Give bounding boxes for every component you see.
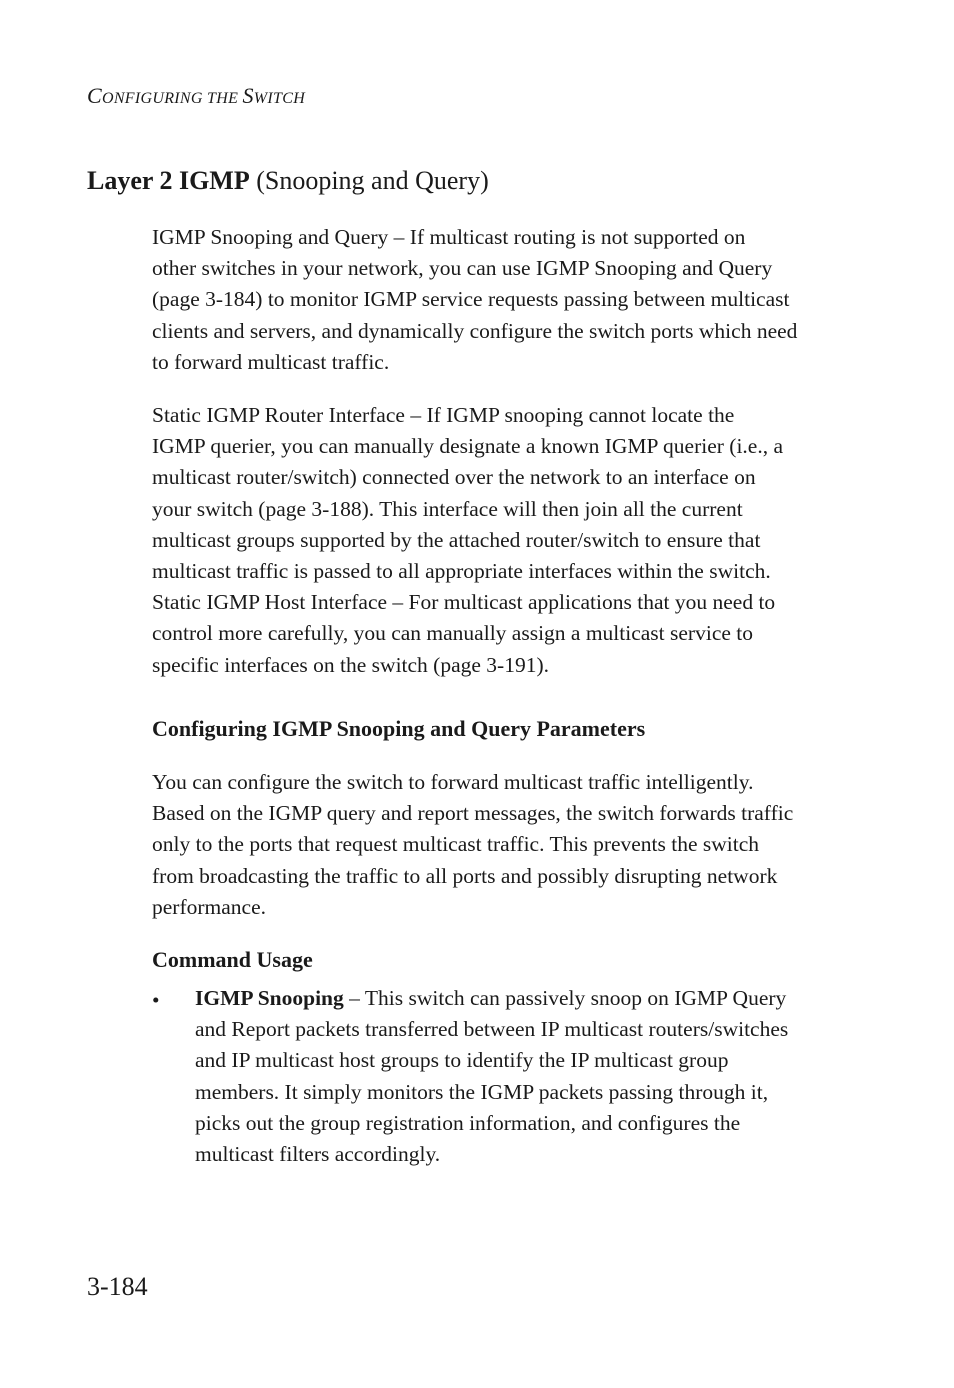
running-head-rest-2: WITCH <box>253 90 306 107</box>
page-number: 3-184 <box>87 1272 148 1301</box>
bullet-line: and IP multicast host groups to identify the IP multicast group <box>195 1048 729 1073</box>
paragraph-line: multicast router/switch) connected over the network to an interface on <box>152 465 756 490</box>
paragraph-line: your switch (page 3-188). This interface will then join all the current <box>152 496 743 521</box>
paragraph-line: from broadcasting the traffic to all ports and possibly disrupting network <box>152 863 778 888</box>
bullet-igmp-snooping <box>195 983 855 1170</box>
bullet-line: picks out the group registration information, and configures the <box>195 1110 741 1135</box>
subheading-command-usage: Command Usage <box>152 947 313 972</box>
running-head <box>87 83 305 109</box>
paragraph-line: You can configure the switch to forward multicast traffic intelligently. <box>152 770 754 794</box>
bullet-line: multicast filters accordingly. <box>195 1142 441 1167</box>
section-title <box>87 166 489 196</box>
paragraph-line: performance. <box>152 894 266 919</box>
paragraph-line: clients and servers, and dynamically configure the switch ports which need <box>152 318 798 343</box>
paragraph-line: IGMP querier, you can manually designate a known IGMP querier (i.e., a <box>152 434 784 459</box>
bullet-first-line-rest: – This switch can passively snoop on IGMP Query <box>343 986 787 1010</box>
bullet-line: and Report packets transferred between IP multicast routers/switches <box>195 1017 789 1042</box>
paragraph-line: (page 3-184) to monitor IGMP service requests passing between multicast <box>152 287 790 312</box>
paragraph-igmp-snooping-query <box>152 222 852 378</box>
bullet-marker: • <box>152 988 160 1012</box>
paragraph-configure-forwarding <box>152 767 852 923</box>
bullet-term: IGMP Snooping <box>195 986 344 1010</box>
running-head-rest-1: ONFIGURING THE <box>101 90 243 107</box>
paragraph-static-igmp-interfaces <box>152 400 852 681</box>
paragraph-line: control more carefully, you can manually assign a multicast service to <box>152 621 754 646</box>
paragraph-line: Static IGMP Host Interface – For multicast applications that you need to <box>152 590 776 615</box>
paragraph-line: multicast traffic is passed to all appropriate interfaces within the switch. <box>152 559 771 584</box>
paragraph-line: multicast groups supported by the attached router/switch to ensure that <box>152 527 761 552</box>
paragraph-line: only to the ports that request multicast traffic. This prevents the switch <box>152 832 760 857</box>
paragraph-line: Based on the IGMP query and report messages, the switch forwards traffic <box>152 801 794 826</box>
paragraph-line: Static IGMP Router Interface – If IGMP snooping cannot locate the <box>152 403 735 427</box>
bullet-first-line <box>195 983 855 1014</box>
subheading-configuring-igmp: Configuring IGMP Snooping and Query Parameters <box>152 716 646 741</box>
paragraph-line: IGMP Snooping and Query – If multicast routing is not supported on <box>152 225 746 249</box>
section-title-rest: (Snooping and Query) <box>249 166 489 195</box>
paragraph-line: other switches in your network, you can use IGMP Snooping and Query <box>152 256 773 281</box>
running-head-initial-2: S <box>242 83 254 108</box>
paragraph-line: specific interfaces on the switch (page 3-191). <box>152 652 549 677</box>
running-head-initial-1: C <box>87 83 102 108</box>
paragraph-line: to forward multicast traffic. <box>152 349 390 374</box>
bullet-line: members. It simply monitors the IGMP packets passing through it, <box>195 1079 769 1104</box>
section-title-bold: Layer 2 IGMP <box>87 166 250 195</box>
